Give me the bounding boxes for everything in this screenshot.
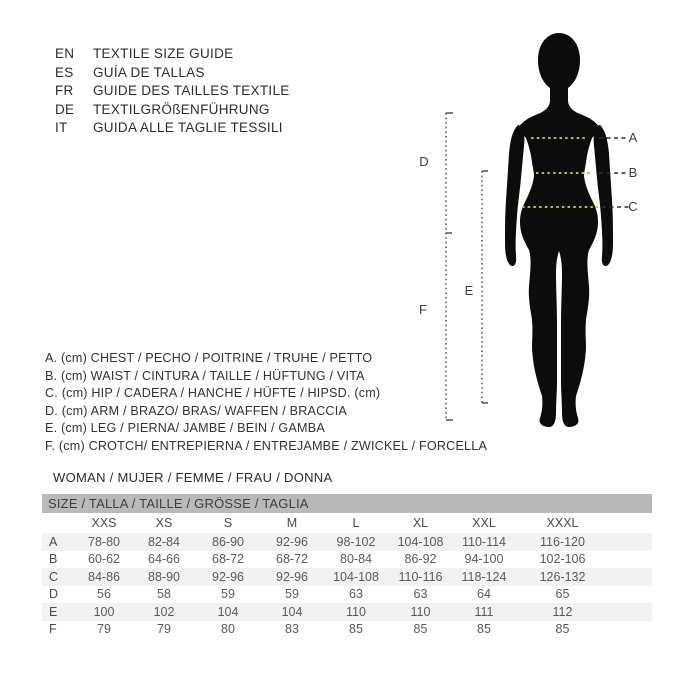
row-label: E <box>49 604 58 619</box>
lang-title-fr: GUIDE DES TAILLES TEXTILE <box>93 83 290 99</box>
row-label: B <box>49 552 58 567</box>
measurement-legend <box>45 350 487 456</box>
size-cell-filler <box>610 551 652 569</box>
size-row-hip <box>42 568 652 586</box>
size-cell: 102-106 <box>539 552 586 567</box>
measure-label-crotch: F <box>419 302 427 317</box>
size-cell: 110-114 <box>461 534 507 549</box>
woman-body-shape <box>517 33 601 427</box>
size-cell: 118-124 <box>461 569 507 584</box>
measure-label-chest: A <box>628 130 638 145</box>
size-columns-row <box>42 513 652 533</box>
legend-chest: A. (cm) CHEST / PECHO / POITRINE / TRUHE / PETTO <box>45 351 373 365</box>
size-cell-filler <box>610 586 652 604</box>
size-table-header-bar: SIZE / TALLA / TAILLE / GRÖSSE / TAGLIA <box>42 494 652 513</box>
size-row-leg <box>42 603 652 621</box>
size-cell: 82-84 <box>148 534 180 549</box>
lang-code-es: ES <box>55 64 74 80</box>
size-cell: 68-72 <box>276 552 308 567</box>
row-label: A <box>49 534 58 549</box>
size-cell: 56 <box>97 587 111 602</box>
size-cell: 104-108 <box>333 569 379 584</box>
size-cell: 92-96 <box>212 569 244 584</box>
size-cell: 104 <box>281 604 303 619</box>
size-cell: 84-86 <box>88 569 120 584</box>
size-cell: 64 <box>477 587 491 602</box>
size-col-xxl: XXL <box>472 516 496 530</box>
language-title-block <box>55 45 290 138</box>
size-cell: 110 <box>410 604 431 619</box>
size-cell-filler <box>610 533 652 551</box>
legend-arm: D. (cm) ARM / BRAZO/ BRAS/ WAFFEN / BRACCIA <box>45 403 348 418</box>
lang-title-en: TEXTILE SIZE GUIDE <box>93 46 234 61</box>
woman-silhouette <box>505 33 613 427</box>
size-col-xxs: XXS <box>91 516 117 530</box>
size-row-chest <box>42 533 652 551</box>
lang-code-it: IT <box>55 120 68 136</box>
size-cell: 86-92 <box>404 552 437 567</box>
legend-crotch: F. (cm) CROTCH/ ENTREPIERNA / ENTREJAMBE / ZWICKEL / FORCELLA <box>45 438 488 453</box>
size-row-crotch <box>42 621 652 639</box>
size-cell: 88-90 <box>148 569 180 584</box>
size-row-waist <box>42 551 652 569</box>
measure-label-arm: D <box>419 154 429 169</box>
size-col-blank <box>42 513 76 533</box>
woman-left-arm-shape <box>505 125 524 266</box>
size-cell: 60-62 <box>88 552 120 567</box>
size-cell: 98-102 <box>336 534 376 549</box>
size-cell: 85 <box>555 622 570 637</box>
size-cell: 116-120 <box>540 534 585 549</box>
size-cell: 83 <box>285 622 299 637</box>
size-cell: 104-108 <box>397 534 444 549</box>
lang-title-de: TEXTILGRÖßENFÜHRUNG <box>93 101 270 117</box>
lang-code-en: EN <box>55 46 75 61</box>
size-cell: 58 <box>157 587 171 602</box>
size-cell: 59 <box>285 587 299 602</box>
lang-code-fr: FR <box>55 83 74 99</box>
legend-hip: C. (cm) HIP / CADERA / HANCHE / HÜFTE / HIPSD. (cm) <box>45 386 381 401</box>
size-col-xs: XS <box>155 516 173 530</box>
measure-label-hip: C <box>628 199 638 214</box>
size-col-m: M <box>286 516 298 530</box>
size-col-filler <box>610 513 652 533</box>
size-cell: 68-72 <box>212 552 244 567</box>
measure-label-leg: E <box>464 283 474 298</box>
lang-code-de: DE <box>55 101 75 117</box>
lang-row-de <box>55 101 290 120</box>
lang-row-fr <box>55 82 290 101</box>
lang-title-it: GUIDA ALLE TAGLIE TESSILI <box>93 120 283 136</box>
size-cell: 80 <box>221 622 235 637</box>
size-cell: 65 <box>555 587 570 602</box>
size-cell: 85 <box>349 622 363 637</box>
size-row-arm <box>42 586 652 604</box>
legend-waist: B. (cm) WAIST / CINTURA / TAILLE / HÜFTUNG / VITA <box>45 368 365 383</box>
size-cell: 100 <box>93 604 115 619</box>
size-table <box>42 513 652 638</box>
lang-title-es: GUÍA DE TALLAS <box>93 64 205 80</box>
size-cell: 79 <box>97 622 111 637</box>
row-label: C <box>49 569 59 584</box>
size-cell: 59 <box>221 587 235 602</box>
size-col-l: L <box>352 516 360 530</box>
size-col-s: S <box>223 516 233 530</box>
size-cell: 63 <box>413 587 428 602</box>
size-cell: 86-90 <box>212 534 244 549</box>
lang-row-en <box>55 45 290 64</box>
size-cell: 64-66 <box>148 552 180 567</box>
row-label: D <box>49 587 59 602</box>
size-cell: 92-96 <box>276 534 308 549</box>
size-cell: 126-132 <box>539 569 586 584</box>
size-cell: 63 <box>349 587 363 602</box>
measure-label-waist: B <box>628 165 638 180</box>
size-cell-filler <box>610 603 652 621</box>
size-cell: 110-116 <box>398 569 443 584</box>
size-cell: 79 <box>157 622 171 637</box>
size-cell: 85 <box>477 622 491 637</box>
woman-right-arm-shape <box>594 125 613 266</box>
audience-title: WOMAN / MUJER / FEMME / FRAU / DONNA <box>53 470 333 485</box>
size-cell: 85 <box>413 622 428 637</box>
size-cell-filler <box>610 568 652 586</box>
size-cell: 80-84 <box>340 552 372 567</box>
legend-leg: E. (cm) LEG / PIERNA/ JAMBE / BEIN / GAMBA <box>45 421 325 436</box>
size-cell: 111 <box>474 604 494 619</box>
size-cell: 110 <box>346 604 366 619</box>
row-label: F <box>49 622 57 637</box>
size-cell: 92-96 <box>276 569 308 584</box>
size-col-xl: XL <box>412 516 429 530</box>
lang-row-it <box>55 119 290 138</box>
size-col-xxxl: XXXL <box>546 516 579 530</box>
size-cell: 78-80 <box>88 534 120 549</box>
size-cell: 102 <box>153 604 175 619</box>
size-cell: 112 <box>552 604 573 619</box>
size-cell-filler <box>610 621 652 639</box>
size-cell: 104 <box>217 604 239 619</box>
lang-row-es <box>55 64 290 83</box>
size-cell: 94-100 <box>464 552 504 567</box>
